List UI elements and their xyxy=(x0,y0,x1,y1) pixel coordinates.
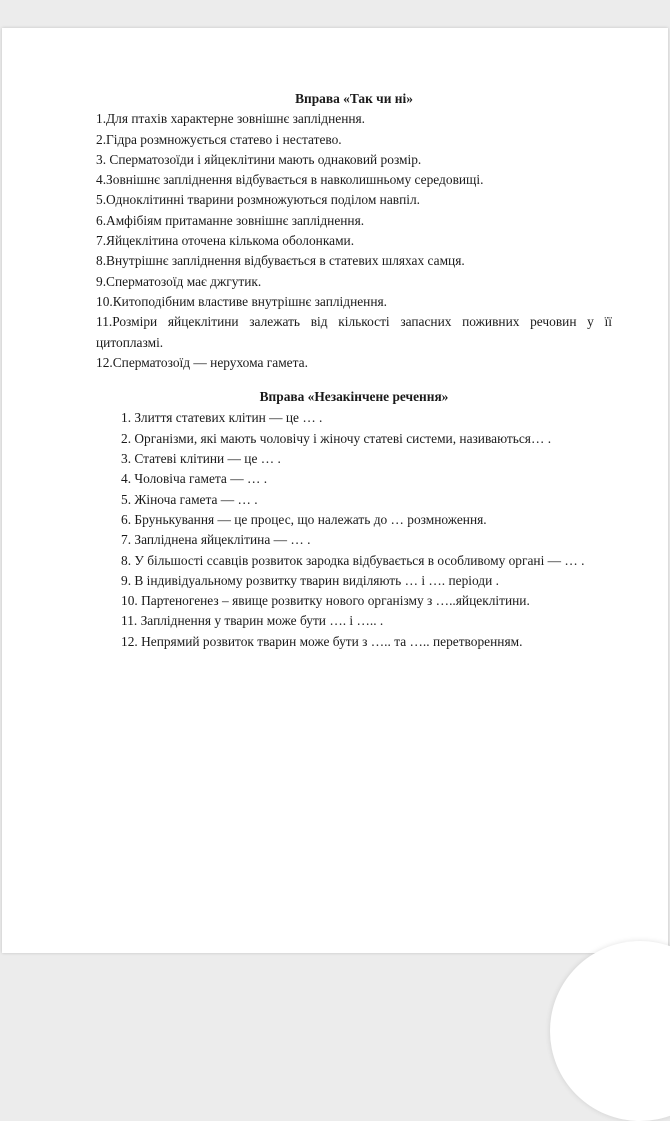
document-content xyxy=(96,89,612,652)
unfinished-item-5: 5. Жіноча гамета — … . xyxy=(96,490,612,510)
true-false-item-7: 7.Яйцеклітина оточена кількома оболонками. xyxy=(96,231,612,251)
corner-overlay-button[interactable] xyxy=(550,941,670,1121)
section-spacer xyxy=(96,373,612,387)
section-unfinished-title: Вправа «Незакінчене речення» xyxy=(96,387,612,407)
unfinished-item-4: 4. Чоловіча гамета — … . xyxy=(96,469,612,489)
true-false-item-12: 12.Сперматозоїд — нерухома гамета. xyxy=(96,353,612,373)
unfinished-item-2: 2. Організми, які мають чоловічу і жіночу статеві системи, називаються… . xyxy=(96,429,612,449)
unfinished-item-1: 1. Злиття статевих клітин — це … . xyxy=(96,408,612,428)
unfinished-item-7: 7. Запліднена яйцеклітина — … . xyxy=(96,530,612,550)
true-false-item-5: 5.Одноклітинні тварини розмножуються поділом навпіл. xyxy=(96,190,612,210)
unfinished-item-6: 6. Брунькування — це процес, що належать до … розмноження. xyxy=(96,510,612,530)
unfinished-item-11: 11. Запліднення у тварин може бути …. і ….. . xyxy=(96,611,612,631)
unfinished-sentence-list xyxy=(96,408,612,652)
true-false-item-4: 4.Зовнішнє запліднення відбувається в навколишньому середовищі. xyxy=(96,170,612,190)
true-false-item-8: 8.Внутрішнє запліднення відбувається в статевих шляхах самця. xyxy=(96,251,612,271)
true-false-item-1: 1.Для птахів характерне зовнішнє запліднення. xyxy=(96,109,612,129)
unfinished-item-3: 3. Статеві клітини — це … . xyxy=(96,449,612,469)
section-true-false-title: Вправа «Так чи ні» xyxy=(96,89,612,109)
unfinished-item-12: 12. Непрямий розвиток тварин може бути з ….. та ….. перетворенням. xyxy=(96,632,612,652)
true-false-item-11: 11.Розміри яйцеклітини залежать від кількості запасних поживних речовин у її цитоплазмі. xyxy=(96,312,612,353)
true-false-item-2: 2.Гідра розмножується статево і нестатево. xyxy=(96,130,612,150)
true-false-item-6: 6.Амфібіям притаманне зовнішнє запліднення. xyxy=(96,211,612,231)
true-false-item-10: 10.Китоподібним властиве внутрішнє запліднення. xyxy=(96,292,612,312)
unfinished-item-8: 8. У більшості ссавців розвиток зародка відбувається в особливому органі — … . xyxy=(96,551,612,571)
true-false-list xyxy=(96,109,612,373)
document-page xyxy=(2,28,668,953)
unfinished-item-9: 9. В індивідуальному розвитку тварин виділяють … і …. періоди . xyxy=(96,571,612,591)
true-false-item-3: 3. Сперматозоїди і яйцеклітини мають однаковий розмір. xyxy=(96,150,612,170)
unfinished-item-10: 10. Партеногенез – явище розвитку нового організму з …..яйцеклітини. xyxy=(96,591,612,611)
true-false-item-9: 9.Сперматозоїд має джгутик. xyxy=(96,272,612,292)
